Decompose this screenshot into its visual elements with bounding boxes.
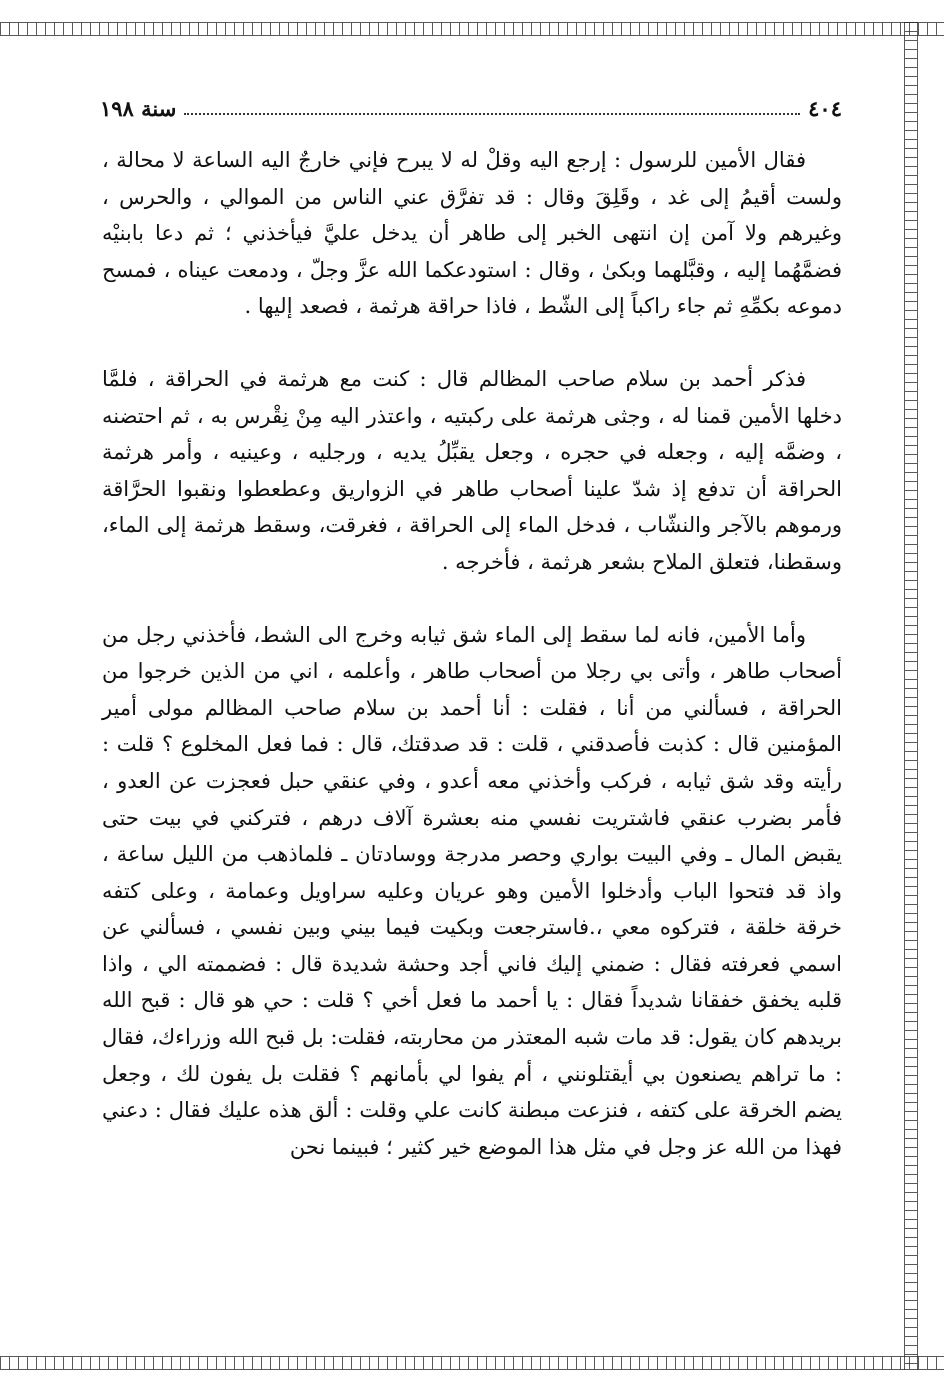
- page-body: [102, 142, 842, 1165]
- header-dotted-leader: [184, 113, 800, 115]
- paragraph-1: فقال الأمين للرسول : إرجع اليه وقلْ له لا يبرح فإني خارجٌ اليه الساعة لا محالة ، ولست أقيمُ إلى غد ، وقَلِقَ وقال : قد تفرَّق عني الناس من الموالي ، والحرس ، وغيرهم ولا آمن إن انتهى الخبر إلى طاهر أن يدخل عليَّ فيأخذني ؛ ثم دعا بابنيْه فضمَّهُما إليه ، وقبَّلهما وبكىٰ ، وقال : استودعكما الله عزَّ وجلّ ، ودمعت عيناه ، فمسح دموعه بكمِّهِ ثم جاء راكباً إلى الشّط ، فاذا حراقة هرثمة ، فصعد إليها .: [102, 148, 842, 319]
- right-border-ornament: [904, 22, 918, 1370]
- paragraph-2: فذكر أحمد بن سلام صاحب المظالم قال : كنت مع هرثمة في الحراقة ، فلمَّا دخلها الأمين قمنا له ، وجثى هرثمة على ركبتيه ، واعتذر اليه مِنْ نِقْرس به ، ثم احتضنه ، وضمَّه إليه ، وجعله في حجره ، وجعل يقبِّلُ يديه ، ورجليه ، وعينيه ، وأمر هرثمة الحراقة أن تدفع إذ شدّ علينا أصحاب طاهر في الزواريق وعطعطوا ونقبوا الحرَّاقة ورموهم بالآجر والنشّاب ، فدخل الماء إلى الحراقة ، فغرقت، وسقط هرثمة إلى الماء، وسقطنا، فتعلق الملاح بشعر هرثمة ، فأخرجه .: [102, 366, 842, 574]
- paragraph-3: وأما الأمين، فانه لما سقط إلى الماء شق ثيابه وخرج الى الشط، فأخذني رجل من أصحاب طاهر ، وأتى بي رجلا من أصحاب طاهر ، وأعلمه ، اني من الذين خرجوا من الحراقة ، فسألني من أنا ، فقلت : أنا أحمد بن سلام صاحب المظالم مولى أمير المؤمنين قال : كذبت فأصدقني ، قلت : قد صدقتك، قال : فما فعل المخلوع ؟ قلت : رأيته وقد شق ثيابه ، فركب وأخذني معه أعدو ، وفي عنقي حبل فعجزت عن العدو ، فأمر بضرب عنقي فاشتريت نفسي منه بعشرة آلاف درهم ، فتركني في بيت حتى يقبض المال ـ وفي البيت بواري وحصر مدرجة ووسادتان ـ فلماذهب من الليل ساعة ، واذ قد فتحوا الباب وأدخلوا الأمين وهو عريان وعليه سراويل وعمامة ، وعلى كتفه خرقة خلقة ، فتركوه معي ،.فاسترجعت وبكيت فيما بيني وبين نفسي ، فسألني عن اسمي فعرفته فقال : ضمني إليك فاني أجد وحشة شديدة قال : فضممته الي ، واذا قلبه يخفق خفقانا شديداً فقال : يا أحمد ما فعل أخي ؟ قلت : حي هو قال : قبح الله بريدهم كان يقول: قد مات شبه المعتذر من محاربته، فقلت: بل قبح الله وزراءك، فقال : ما تراهم يصنعون بي أيقتلونني ، أم يفوا لي بأمانهم ؟ فقلت بل يفون لك ، وجعل يضم الخرقة على كتفه ، فنزعت مبطنة كانت علي وقلت : ألق هذه عليك فقال : دعني فهذا من الله عز وجل في مثل هذا الموضع خير كثير ؛ فبينما نحن: [102, 622, 842, 1159]
- top-border-ornament: [0, 22, 944, 36]
- page-number: ٤٠٤: [808, 95, 842, 121]
- bottom-border-ornament: [0, 1356, 944, 1370]
- running-head-year: سنة ١٩٨: [100, 95, 177, 121]
- page-header: [100, 92, 842, 124]
